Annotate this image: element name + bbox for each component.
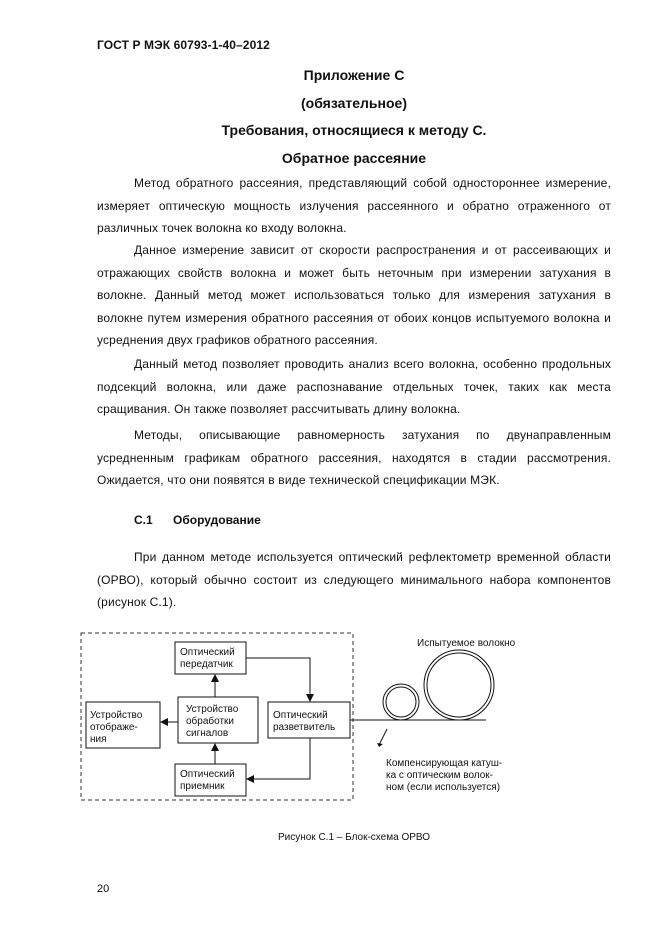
transmitter-to-splitter-arrow xyxy=(246,658,310,701)
transmitter-label-2: передатчик xyxy=(180,659,233,670)
section-title: Оборудование xyxy=(173,513,261,527)
splitter-label-1: Оптический xyxy=(273,710,328,721)
standard-designation: ГОСТ Р МЭК 60793-1-40–2012 xyxy=(97,38,270,52)
appendix-title: Приложение С xyxy=(303,67,405,83)
transmitter-label-1: Оптический xyxy=(180,647,235,658)
tested-fiber-coil-outer xyxy=(424,650,494,720)
appendix-subtitle-2: Обратное рассеяние xyxy=(281,150,427,166)
processor-label-3: сигналов xyxy=(186,728,229,739)
processor-label-1: Устройство xyxy=(186,704,239,715)
tested-fiber-coil-inner xyxy=(427,653,491,717)
compensating-coil-outer xyxy=(383,684,419,720)
coil-label-1: Компенсирующая катуш- xyxy=(386,758,503,769)
display-label-3: ния xyxy=(90,734,107,745)
display-label-2: отображе- xyxy=(90,722,138,733)
paragraph-3: Данный метод позволяет проводить анализ всего волокна, особенно продольных подсекций волокна, или даже распознавание отдельных точек, таких как места сращивания. Он также позволяет рассчитывать длину волокна. xyxy=(97,357,611,416)
receiver-label-1: Оптический xyxy=(180,769,235,780)
paragraph-2: Данное измерение зависит от скорости распространения и от рассеивающих и отражающих свойств волокна и может быть неточным при измерении затухания в волокне. Данный метод может использоваться только для измерения затухания в волокне путем измерения обратного рассеяния от обоих концов испытуемого волокна и усреднения двух графиков обратного рассеяния. xyxy=(97,243,611,347)
page-number: 20 xyxy=(97,883,110,895)
appendix-status: (обязательное) xyxy=(300,95,407,111)
coil-pointer-line xyxy=(379,729,387,745)
coil-label-2: ка с оптическим волок- xyxy=(386,770,493,781)
processor-label-2: обработки xyxy=(186,716,235,727)
display-label-1: Устройство xyxy=(90,710,143,721)
paragraph-4: Методы, описывающие равномерность затухания по двунаправленным усредненным графикам обратного рассеяния, находятся в стадии рассмотрения. Ожидается, что они появятся в виде технической спецификации МЭК. xyxy=(97,428,611,487)
coil-label-3: ном (если используется) xyxy=(386,782,501,793)
section-paragraph: При данном методе используется оптический рефлектометр временной области (ОРВО), который обычно состоит из следующего минимального набора компонентов (рисунок С.1). xyxy=(97,550,611,609)
section-number: С.1 xyxy=(134,513,153,527)
splitter-to-receiver-arrow xyxy=(247,738,310,779)
appendix-subtitle: Требования, относящиеся к методу С. xyxy=(221,122,487,138)
receiver-label-2: приемник xyxy=(180,781,225,792)
splitter-label-2: разветвитель xyxy=(273,722,336,733)
figure-caption: Рисунок С.1 – Блок-схема ОРВО xyxy=(277,832,431,843)
paragraph-1: Метод обратного рассеяния, представляющий собой одностороннее измерение, измеряет оптическую мощность излучения рассеянного и обратно отраженного от различных точек волокна ко входу волокна. xyxy=(97,176,611,235)
tested-fiber-label: Испытуемое волокно xyxy=(417,638,516,649)
coil-pointer-head xyxy=(377,743,383,747)
compensating-coil-inner xyxy=(386,687,416,717)
